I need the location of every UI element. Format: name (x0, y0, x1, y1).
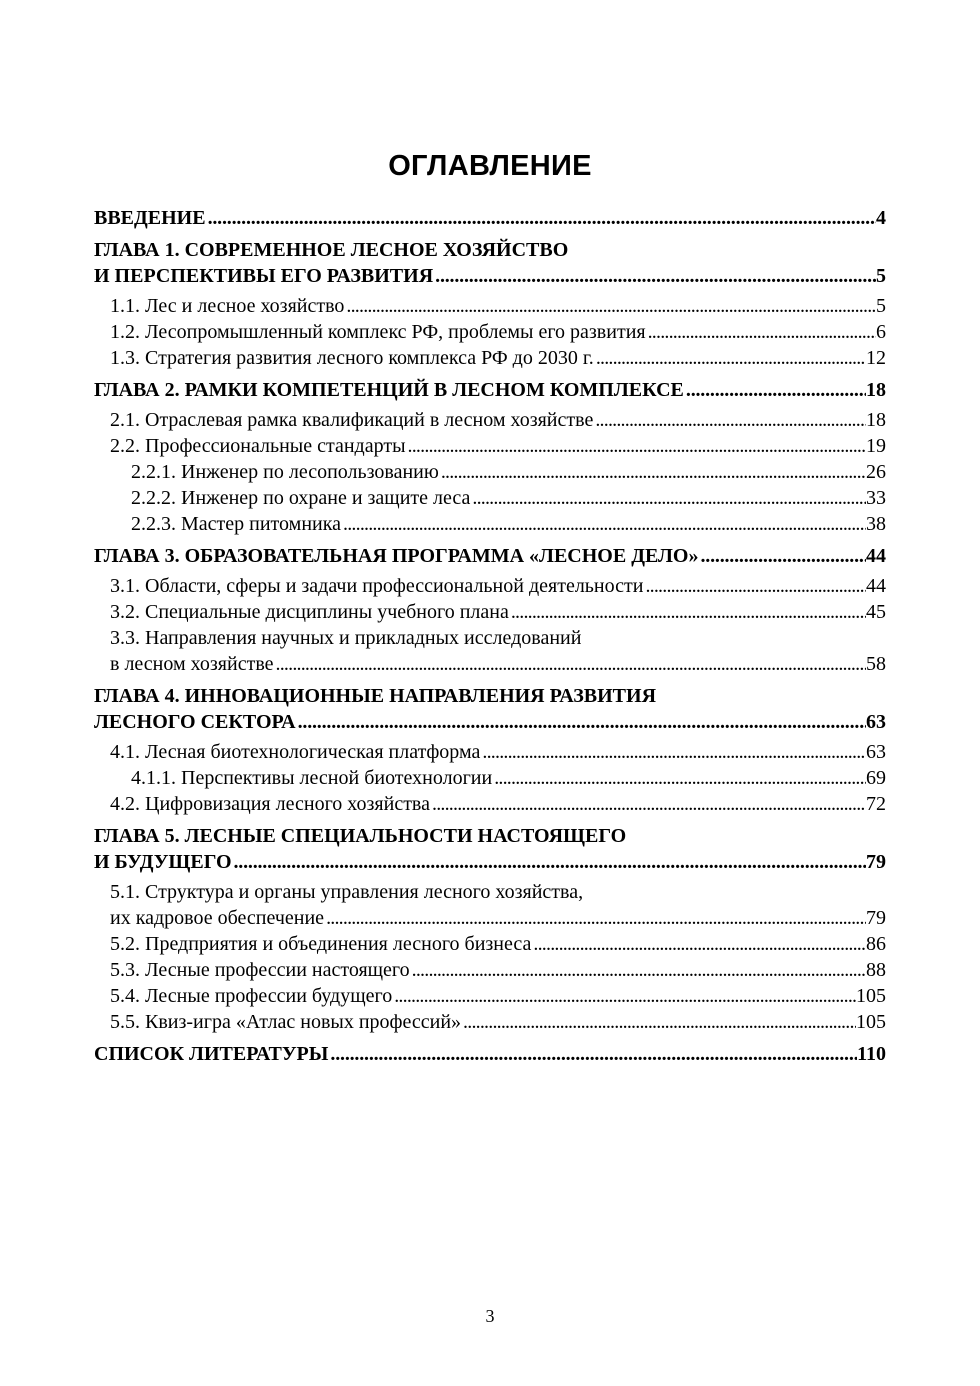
toc-page-number: 110 (857, 1043, 886, 1065)
toc-entry-text: ГЛАВА 4. ИННОВАЦИОННЫЕ НАПРАВЛЕНИЯ РАЗВИТИЯ (94, 685, 657, 707)
toc-entry-text: ВВЕДЕНИЕ (94, 207, 206, 229)
toc-page-number: 58 (866, 653, 886, 675)
toc-entry-text-continued: И БУДУЩЕГО (94, 851, 232, 873)
toc-page-number: 63 (866, 741, 886, 763)
toc-entry-text-continued: ЛЕСНОГО СЕКТОРА (94, 711, 296, 733)
toc-page-number: 86 (866, 933, 886, 955)
toc-page-number: 5 (876, 295, 886, 317)
table-of-contents (94, 205, 886, 1067)
toc-entry-section-4-1-1[interactable] (94, 765, 886, 791)
toc-entry-section-5-4[interactable] (94, 983, 886, 1009)
toc-entry-text: ГЛАВА 1. СОВРЕМЕННОЕ ЛЕСНОЕ ХОЗЯЙСТВО (94, 239, 569, 261)
dot-leader (296, 709, 866, 735)
toc-entry-section-1-3[interactable] (94, 345, 886, 371)
toc-page-number: 79 (866, 907, 886, 929)
toc-page-number: 19 (866, 435, 886, 457)
toc-page-number: 26 (866, 461, 886, 483)
toc-entry-text: 4.2. Цифровизация лесного хозяйства (110, 793, 430, 815)
toc-entry-text: ГЛАВА 2. РАМКИ КОМПЕТЕНЦИЙ В ЛЕСНОМ КОМПЛЕКСЕ (94, 379, 684, 401)
toc-entry-section-2-2[interactable] (94, 433, 886, 459)
dot-leader (470, 485, 866, 511)
toc-page-number: 5 (876, 265, 886, 287)
toc-entry-text: 2.1. Отраслевая рамка квалификаций в лесном хозяйстве (110, 409, 594, 431)
toc-entry-introduction[interactable] (94, 205, 886, 231)
toc-entry-section-5-3[interactable] (94, 957, 886, 983)
toc-entry-text-continued: в лесном хозяйстве (110, 653, 274, 675)
page-number: 3 (485, 1306, 495, 1326)
toc-page-number: 63 (866, 711, 886, 733)
toc-entry-section-2-1[interactable] (94, 407, 886, 433)
toc-entry-section-2-2-2[interactable] (94, 485, 886, 511)
toc-page-number: 45 (866, 601, 886, 623)
toc-page-number: 18 (866, 409, 886, 431)
toc-entry-text: 2.2. Профессиональные стандарты (110, 435, 406, 457)
toc-entry-section-5-5[interactable] (94, 1009, 886, 1035)
dot-leader (509, 599, 866, 625)
toc-entry-chapter-5[interactable] (94, 823, 886, 875)
dot-leader (324, 905, 866, 931)
toc-page-number: 44 (866, 575, 886, 597)
dot-leader (406, 433, 866, 459)
dot-leader (461, 1009, 856, 1035)
toc-entry-section-5-1[interactable] (94, 879, 886, 931)
toc-page-number: 6 (876, 321, 886, 343)
toc-entry-text-continued: И ПЕРСПЕКТИВЫ ЕГО РАЗВИТИЯ (94, 265, 434, 287)
toc-page-number: 72 (866, 793, 886, 815)
toc-entry-text: 3.1. Области, сферы и задачи профессиональной деятельности (110, 575, 644, 597)
dot-leader (684, 377, 866, 403)
dot-leader (439, 459, 866, 485)
dot-leader (410, 957, 866, 983)
toc-entry-text: 5.2. Предприятия и объединения лесного бизнеса (110, 933, 532, 955)
toc-entry-text: 4.1.1. Перспективы лесной биотехнологии (131, 767, 493, 789)
toc-page-number: 12 (866, 347, 886, 369)
dot-leader (274, 651, 866, 677)
toc-entry-text: 5.1. Структура и органы управления лесного хозяйства, (110, 881, 584, 903)
toc-entry-section-3-3[interactable] (94, 625, 886, 677)
dot-leader (593, 407, 866, 433)
toc-entry-text: 3.2. Специальные дисциплины учебного плана (110, 601, 509, 623)
dot-leader (699, 543, 867, 569)
toc-entry-text: ГЛАВА 3. ОБРАЗОВАТЕЛЬНАЯ ПРОГРАММА «ЛЕСНОЕ ДЕЛО» (94, 545, 699, 567)
toc-page-number: 88 (866, 959, 886, 981)
dot-leader (480, 739, 866, 765)
dot-leader (594, 345, 866, 371)
toc-entry-references[interactable] (94, 1041, 886, 1067)
dot-leader (344, 293, 876, 319)
toc-entry-text: 4.1. Лесная биотехнологическая платформа (110, 741, 481, 763)
dot-leader (232, 849, 867, 875)
toc-entry-chapter-2[interactable] (94, 377, 886, 403)
toc-page-number: 79 (866, 851, 886, 873)
toc-entry-text: 1.1. Лес и лесное хозяйство (110, 295, 345, 317)
toc-page-number: 105 (856, 985, 886, 1007)
toc-entry-section-3-2[interactable] (94, 599, 886, 625)
toc-entry-section-1-1[interactable] (94, 293, 886, 319)
toc-page-number: 69 (866, 767, 886, 789)
toc-page-number: 105 (856, 1011, 886, 1033)
toc-entry-text: 2.2.1. Инженер по лесопользованию (131, 461, 439, 483)
toc-entry-text: 2.2.3. Мастер питомника (131, 513, 342, 535)
toc-entry-text-continued: их кадровое обеспечение (110, 907, 325, 929)
toc-entry-chapter-3[interactable] (94, 543, 886, 569)
toc-entry-chapter-4[interactable] (94, 683, 886, 735)
toc-entry-text: СПИСОК ЛИТЕРАТУРЫ (94, 1043, 329, 1065)
toc-page-number: 18 (866, 379, 886, 401)
toc-entry-section-2-2-3[interactable] (94, 511, 886, 537)
toc-page-number: 33 (866, 487, 886, 509)
toc-entry-section-2-2-1[interactable] (94, 459, 886, 485)
toc-entry-text: 1.2. Лесопромышленный комплекс РФ, проблемы его развития (110, 321, 646, 343)
toc-entry-text: 5.4. Лесные профессии будущего (110, 985, 393, 1007)
dot-leader (646, 319, 876, 345)
toc-page-number: 44 (866, 545, 886, 567)
toc-entry-section-3-1[interactable] (94, 573, 886, 599)
dot-leader (430, 791, 866, 817)
toc-entry-text: 1.3. Стратегия развития лесного комплекса РФ до 2030 г. (110, 347, 594, 369)
toc-entry-section-4-2[interactable] (94, 791, 886, 817)
dot-leader (492, 765, 866, 791)
dot-leader (531, 931, 866, 957)
toc-entry-text: 5.5. Квиз-игра «Атлас новых профессий» (110, 1011, 462, 1033)
page-title: ОГЛАВЛЕНИЕ (388, 150, 592, 182)
dot-leader (206, 205, 876, 231)
dot-leader (328, 1041, 857, 1067)
dot-leader (643, 573, 866, 599)
toc-page-number: 4 (876, 207, 886, 229)
toc-entry-text: ГЛАВА 5. ЛЕСНЫЕ СПЕЦИАЛЬНОСТИ НАСТОЯЩЕГО (94, 825, 627, 847)
toc-entry-section-5-2[interactable] (94, 931, 886, 957)
toc-page-number: 38 (866, 513, 886, 535)
toc-entry-chapter-1[interactable] (94, 237, 886, 289)
toc-entry-section-1-2[interactable] (94, 319, 886, 345)
toc-entry-text: 2.2.2. Инженер по охране и защите леса (131, 487, 471, 509)
dot-leader (392, 983, 856, 1009)
toc-entry-text: 3.3. Направления научных и прикладных исследований (110, 627, 582, 649)
toc-entry-section-4-1[interactable] (94, 739, 886, 765)
toc-entry-text: 5.3. Лесные профессии настоящего (110, 959, 410, 981)
dot-leader (341, 511, 866, 537)
dot-leader (433, 263, 876, 289)
